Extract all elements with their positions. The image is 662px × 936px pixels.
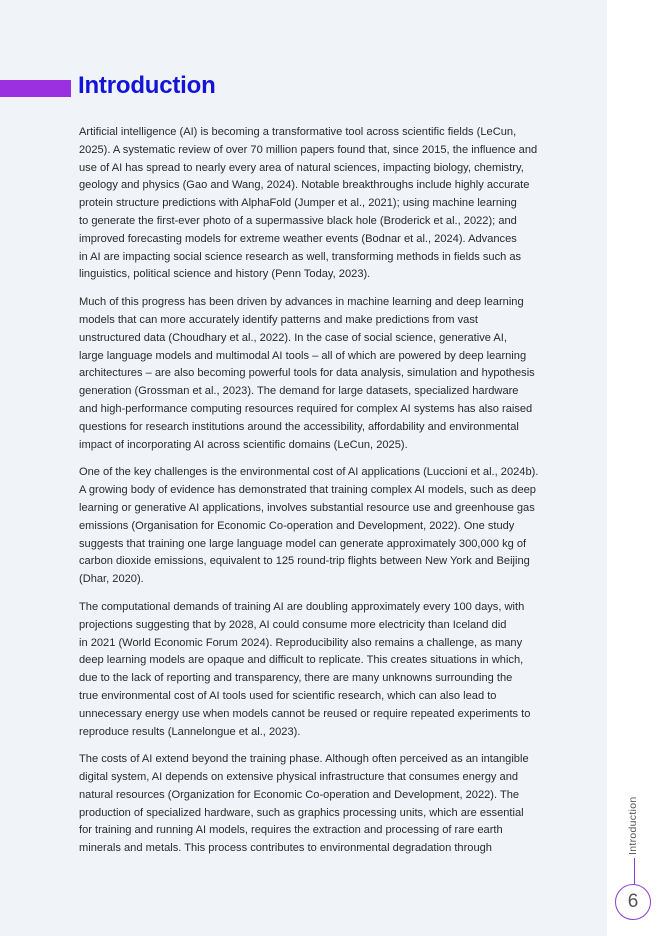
text-line: digital system, AI depends on extensive physical infrastructure that consumes energy and bbox=[79, 771, 519, 784]
text-line: improved forecasting models for extreme weather events (Bodnar et al., 2024). Advances bbox=[79, 232, 517, 245]
paragraph bbox=[79, 464, 599, 589]
text-line: due to the lack of reporting and transparency, there are many unknowns surrounding the bbox=[79, 672, 513, 685]
text-line: in AI are impacting social science research as well, transforming methods in fields such as bbox=[79, 250, 522, 263]
paragraph bbox=[79, 599, 599, 741]
section-divider bbox=[634, 858, 635, 884]
text-line: generation (Grossman et al., 2023). The demand for large datasets, specialized hardware bbox=[79, 385, 519, 398]
text-line: production of specialized hardware, such as graphics processing units, which are essential bbox=[79, 806, 524, 819]
paragraph bbox=[79, 294, 599, 454]
text-line: projections suggesting that by 2028, AI could consume more electricity than Iceland did bbox=[79, 618, 507, 631]
text-line: protein structure predictions with AlphaFold (Jumper et al., 2021); using machine learning bbox=[79, 197, 517, 210]
text-line: unnecessary energy use when models cannot be reused or require repeated experiments to bbox=[79, 707, 531, 720]
text-line: models that can more accurately identify patterns and make predictions from vast bbox=[79, 313, 478, 326]
page-title: Introduction bbox=[78, 72, 216, 99]
text-line: The computational demands of training AI are doubling approximately every 100 days, with bbox=[79, 600, 525, 613]
text-line: to generate the first-ever photo of a supermassive black hole (Broderick et al., 2022); and bbox=[79, 214, 517, 227]
text-line: carbon dioxide emissions, equivalent to 125 round-trip flights between New York and Beijing bbox=[79, 555, 530, 568]
text-line: impact of incorporating AI across scientific domains (LeCun, 2025). bbox=[79, 438, 408, 451]
text-line: linguistics, political science and history (Penn Today, 2023). bbox=[79, 268, 371, 281]
text-line: true environmental cost of AI tools used for scientific research, which can also lead to bbox=[79, 689, 497, 702]
page-number: 6 bbox=[615, 884, 651, 920]
text-line: and high-performance computing resources required for complex AI systems has also raised bbox=[79, 402, 533, 415]
text-line: A growing body of evidence has demonstrated that training complex AI models, such as deep bbox=[79, 484, 536, 497]
body-text bbox=[79, 124, 599, 868]
text-line: learning or generative AI applications, involves substantial resource use and greenhouse gas bbox=[79, 501, 535, 514]
text-line: natural resources (Organization for Economic Co-operation and Development, 2022). The bbox=[79, 788, 520, 801]
paragraph bbox=[79, 124, 599, 284]
text-line: Much of this progress has been driven by advances in machine learning and deep learning bbox=[79, 296, 524, 309]
section-label: Introduction bbox=[627, 796, 639, 855]
text-line: emissions (Organisation for Economic Co-operation and Development, 2022). One study bbox=[79, 519, 515, 532]
text-line: use of AI has spread to nearly every area of natural sciences, impacting biology, chemistry, bbox=[79, 161, 524, 174]
text-line: minerals and metals. This process contributes to environmental degradation through bbox=[79, 842, 492, 855]
text-line: geology and physics (Gao and Wang, 2024). Notable breakthroughs include highly accurate bbox=[79, 179, 530, 192]
text-line: The costs of AI extend beyond the training phase. Although often perceived as an intangible bbox=[79, 753, 529, 766]
text-line: large language models and multimodal AI tools – all of which are powered by deep learning bbox=[79, 349, 527, 362]
text-line: (Dhar, 2020). bbox=[79, 573, 144, 586]
text-line: One of the key challenges is the environmental cost of AI applications (Luccioni et al., 2024b). bbox=[79, 466, 539, 479]
text-line: Artificial intelligence (AI) is becoming a transformative tool across scientific fields (LeCun, bbox=[79, 126, 517, 138]
text-line: in 2021 (World Economic Forum 2024). Reproducibility also remains a challenge, as many bbox=[79, 636, 523, 649]
text-line: unstructured data (Choudhary et al., 2022). In the case of social science, generative AI, bbox=[79, 331, 507, 344]
paragraph bbox=[79, 751, 599, 858]
heading-accent-bar bbox=[0, 80, 71, 97]
text-line: suggests that training one large language model can generate approximately 300,000 kg of bbox=[79, 537, 527, 550]
text-line: questions for research institutions around the accessibility, affordability and environmental bbox=[79, 420, 519, 433]
text-line: reproduce results (Lannelongue et al., 2023). bbox=[79, 725, 301, 738]
text-line: for training and running AI models, requires the extraction and processing of rare earth bbox=[79, 824, 503, 837]
text-line: 2025). A systematic review of over 70 million papers found that, since 2015, the influence and bbox=[79, 143, 538, 156]
text-line: deep learning models are opaque and difficult to replicate. This creates situations in which, bbox=[79, 654, 524, 667]
text-line: architectures – are also becoming powerful tools for data analysis, simulation and hypothesis bbox=[79, 367, 535, 380]
